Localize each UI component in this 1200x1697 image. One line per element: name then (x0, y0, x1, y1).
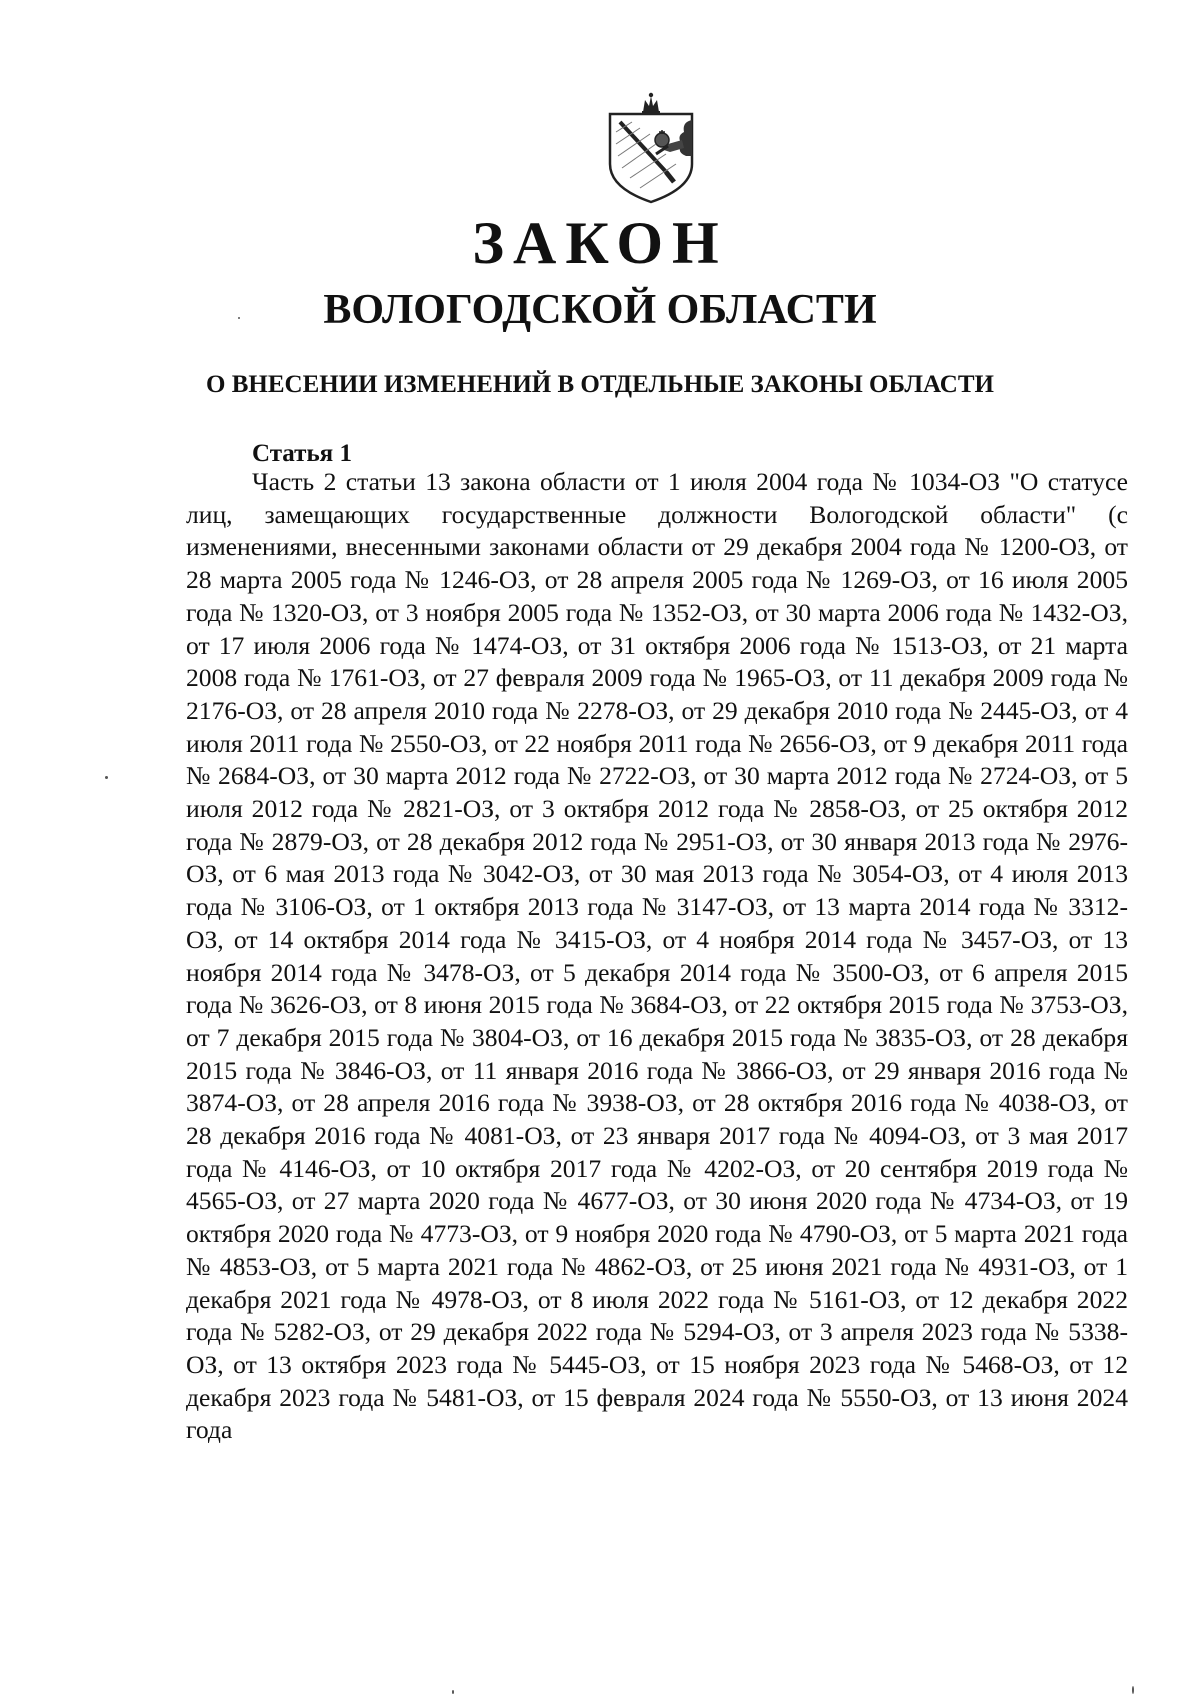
scan-speck (238, 317, 240, 319)
vologda-coat-of-arms-icon (606, 92, 696, 204)
article-heading: Статья 1 (252, 440, 352, 467)
scan-speck (452, 1690, 454, 1694)
article-body-text: Часть 2 статьи 13 закона области от 1 июля 2004 года № 1034-ОЗ "О статусе лиц, замещающих государственные должности Вологодской области" (с изменениями, внесенными законами области от 29 декабря 2004 года № 1200-ОЗ, от 28 марта 2005 года № 1246-ОЗ, от 28 апреля 2005 года № 1269-ОЗ, от 16 июля 2005 года № 1320-ОЗ, от 3 ноября 2005 года № 1352-ОЗ, от 30 марта 2006 года № 1432-ОЗ, от 17 июля 2006 года № 1474-ОЗ, от 31 октября 2006 года № 1513-ОЗ, от 21 марта 2008 года № 1761-ОЗ, от 27 февраля 2009 года № 1965-ОЗ, от 11 декабря 2009 года № 2176-ОЗ, от 28 апреля 2010 года № 2278-ОЗ, от 29 декабря 2010 года № 2445-ОЗ, от 4 июля 2011 года № 2550-ОЗ, от 22 ноября 2011 года № 2656-ОЗ, от 9 декабря 2011 года № 2684-ОЗ, от 30 марта 2012 года № 2722-ОЗ, от 30 марта 2012 года № 2724-ОЗ, от 5 июля 2012 года № 2821-ОЗ, от 3 октября 2012 года № 2858-ОЗ, от 25 октября 2012 года № 2879-ОЗ, от 28 декабря 2012 года № 2951-ОЗ, от 30 января 2013 года № 2976-ОЗ, от 6 мая 2013 года № 3042-ОЗ, от 30 мая 2013 года № 3054-ОЗ, от 4 июля 2013 года № 3106-ОЗ, от 1 октября 2013 года № 3147-ОЗ, от 13 марта 2014 года № 3312-ОЗ, от 14 октября 2014 года № 3415-ОЗ, от 4 ноября 2014 года № 3457-ОЗ, от 13 ноября 2014 года № 3478-ОЗ, от 5 декабря 2014 года № 3500-ОЗ, от 6 апреля 2015 года № 3626-ОЗ, от 8 июня 2015 года № 3684-ОЗ, от 22 октября 2015 года № 3753-ОЗ, от 7 декабря 2015 года № 3804-ОЗ, от 16 декабря 2015 года № 3835-ОЗ, от 28 декабря 2015 года № 3846-ОЗ, от 11 января 2016 года № 3866-ОЗ, от 29 января 2016 года № 3874-ОЗ, от 28 апреля 2016 года № 3938-ОЗ, от 28 октября 2016 года № 4038-ОЗ, от 28 декабря 2016 года № 4081-ОЗ, от 23 января 2017 года № 4094-ОЗ, от 3 мая 2017 года № 4146-ОЗ, от 10 октября 2017 года № 4202-ОЗ, от 20 сентября 2019 года № 4565-ОЗ, от 27 марта 2020 года № 4677-ОЗ, от 30 июня 2020 года № 4734-ОЗ, от 19 октября 2020 года № 4773-ОЗ, от 9 ноября 2020 года № 4790-ОЗ, от 5 марта 2021 года № 4853-ОЗ, от 5 марта 2021 года № 4862-ОЗ, от 25 июня 2021 года № 4931-ОЗ, от 1 декабря 2021 года № 4978-ОЗ, от 8 июля 2022 года № 5161-ОЗ, от 12 декабря 2022 года № 5282-ОЗ, от 29 декабря 2022 года № 5294-ОЗ, от 3 апреля 2023 года № 5338-ОЗ, от 13 октября 2023 года № 5445-ОЗ, от 15 ноября 2023 года № 5468-ОЗ, от 12 декабря 2023 года № 5481-ОЗ, от 15 февраля 2024 года № 5550-ОЗ, от 13 июня 2024 года (186, 467, 1128, 1445)
scan-speck (105, 776, 108, 779)
law-heading: ЗАКОН (472, 210, 728, 276)
region-heading: ВОЛОГОДСКОЙ ОБЛАСТИ (323, 287, 877, 333)
scan-speck (1132, 1686, 1134, 1694)
document-title: О ВНЕСЕНИИ ИЗМЕНЕНИЙ В ОТДЕЛЬНЫЕ ЗАКОНЫ ОБЛАСТИ (206, 371, 994, 398)
